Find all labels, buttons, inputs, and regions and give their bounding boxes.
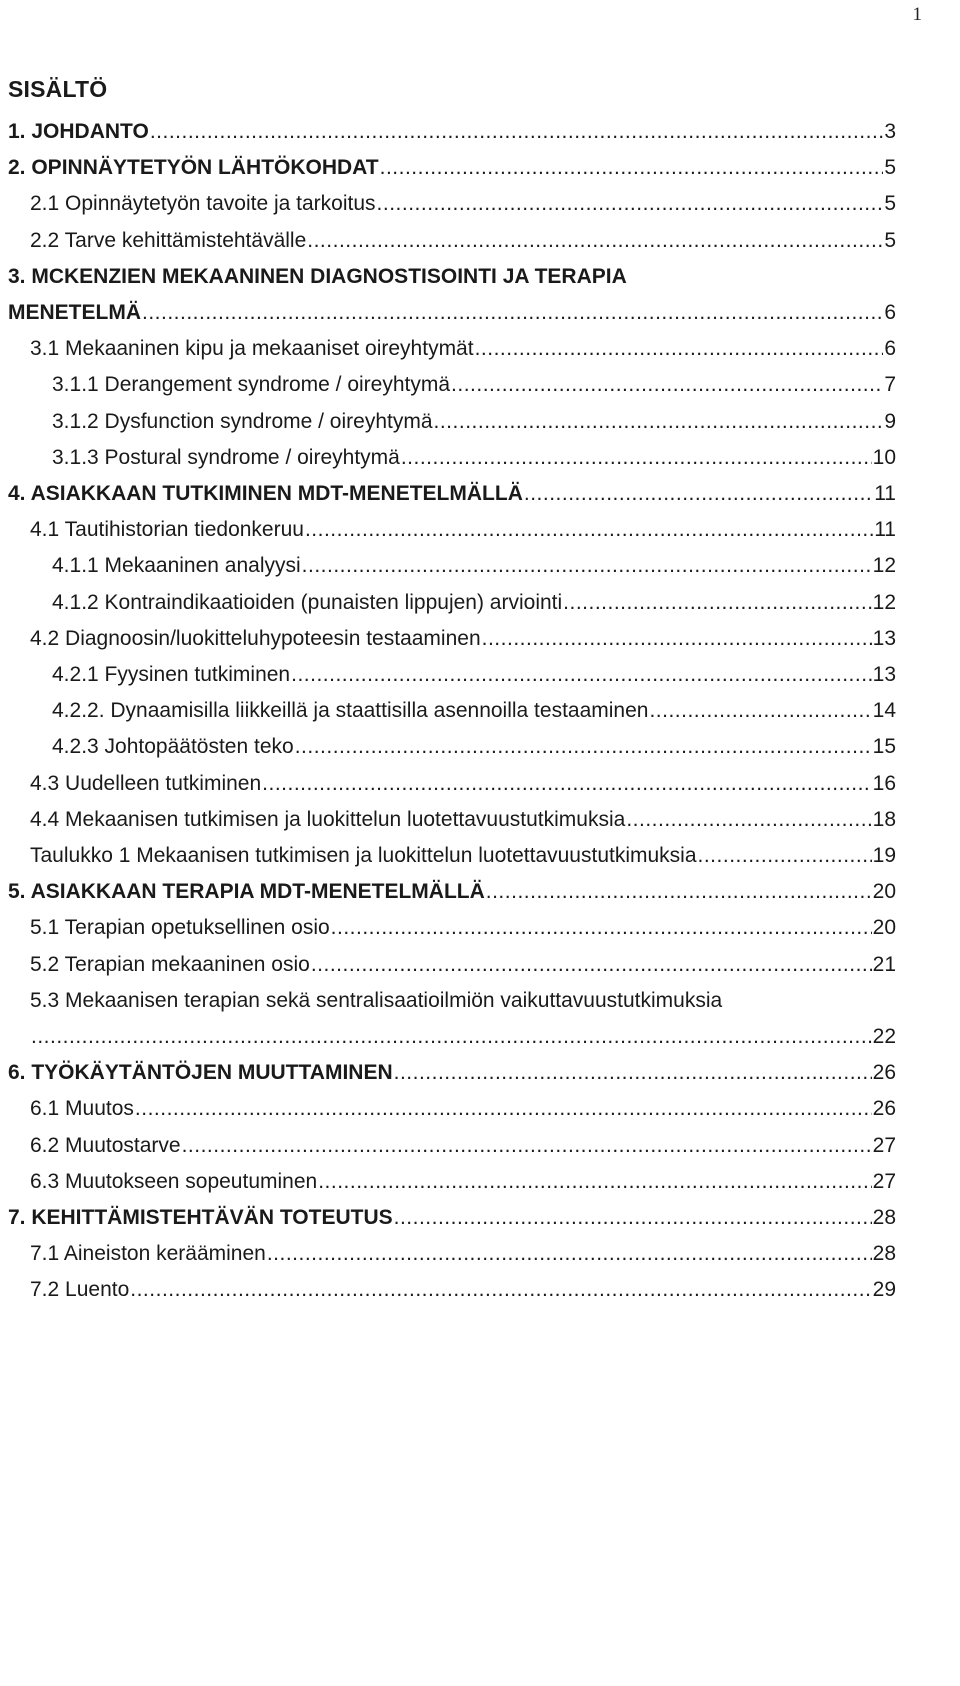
toc-entry-page: 20 (872, 916, 896, 940)
toc-entry[interactable] (30, 337, 896, 371)
toc-entry-label: 4.4 Mekaanisen tutkimisen ja luokittelun luotettavuustutkimuksia (30, 807, 626, 831)
toc-entry-label: 7.1 Aineiston kerääminen (30, 1242, 266, 1266)
toc-entry-page: 14 (872, 699, 896, 723)
toc-entry-page: 5 (884, 192, 896, 216)
toc-entry-label: 4.3 Uudelleen tutkiminen (30, 771, 262, 795)
toc-entry-label: 5.2 Terapian mekaaninen osio (30, 952, 310, 976)
dot-leader (380, 156, 884, 180)
toc-entry[interactable] (30, 1025, 896, 1059)
dot-leader (182, 1134, 872, 1158)
toc-entry-page: 26 (872, 1097, 896, 1121)
toc-entry[interactable] (30, 953, 896, 987)
toc-entry[interactable] (30, 916, 896, 950)
toc-entry-page: 7 (884, 373, 896, 397)
toc-entry[interactable] (52, 410, 896, 444)
toc-entry-page: 12 (872, 554, 896, 578)
toc-entry-label: 2. OPINNÄYTETYÖN LÄHTÖKOHDAT (8, 156, 379, 180)
toc-entry[interactable] (52, 446, 896, 480)
toc-entry-label: 6.3 Muutokseen sopeutuminen (30, 1169, 318, 1193)
toc-entry-page: 3 (884, 120, 896, 143)
toc-entry-page: 29 (872, 1278, 896, 1302)
dot-leader (318, 1170, 871, 1194)
dot-leader (486, 880, 872, 904)
toc-entry-page: 10 (872, 445, 896, 469)
toc-entry[interactable] (30, 1134, 896, 1168)
toc-entry-label: 3.1.2 Dysfunction syndrome / oireyhtymä (52, 409, 433, 433)
toc-entry-label: 4.2.1 Fyysinen tutkiminen (52, 663, 291, 686)
toc-entry-label: 4.1 Tautihistorian tiedonkeruu (30, 518, 304, 542)
toc-entry-page: 9 (884, 409, 896, 433)
toc-entry-page: 6 (884, 301, 896, 324)
dot-leader (305, 518, 873, 542)
toc-entry-page: 28 (872, 1206, 896, 1229)
toc-entry-label: Taulukko 1 Mekaanisen tutkimisen ja luokittelun luotettavuustutkimuksia (30, 844, 697, 867)
toc-entry[interactable] (30, 518, 896, 552)
toc-entry[interactable] (8, 156, 896, 190)
dot-leader (377, 192, 884, 216)
dot-leader (142, 301, 883, 325)
toc-entry-page: 6 (884, 337, 896, 361)
toc-entry[interactable] (30, 229, 896, 263)
dot-leader (295, 735, 872, 759)
dot-leader (331, 916, 872, 940)
toc-entry-page: 22 (872, 1025, 896, 1048)
toc-entry-label: 4.2.2. Dynaamisilla liikkeillä ja staattisilla asennoilla testaaminen (52, 699, 649, 723)
toc-entry-label: 2.1 Opinnäytetyön tavoite ja tarkoitus (30, 192, 376, 216)
toc-entry[interactable] (8, 301, 896, 335)
toc-entry-label: 7.2 Luento (30, 1278, 130, 1302)
dot-leader (434, 410, 884, 434)
toc-entry-page: 13 (872, 663, 896, 686)
toc-entry[interactable] (52, 591, 896, 625)
toc-entry-label: MENETELMÄ (8, 301, 141, 324)
toc-entry[interactable] (8, 265, 627, 299)
toc-entry-label: 4. ASIAKKAAN TUTKIMINEN MDT-MENETELMÄLLÄ (8, 482, 523, 505)
toc-entry-page: 20 (872, 880, 896, 904)
toc-entry[interactable] (52, 699, 896, 733)
dot-leader (150, 120, 884, 144)
toc-entry[interactable] (30, 844, 896, 878)
toc-entry[interactable] (30, 1170, 896, 1204)
toc-entry-label: 6.2 Muutostarve (30, 1133, 181, 1157)
toc-entry[interactable] (8, 1061, 896, 1095)
toc-entry[interactable] (8, 120, 896, 154)
toc-entry[interactable] (8, 880, 896, 914)
dot-leader (649, 699, 871, 723)
dot-leader (267, 1242, 872, 1266)
dot-leader (291, 663, 872, 687)
dot-leader (262, 772, 871, 796)
page-number: 1 (912, 4, 922, 25)
toc-entry-page: 16 (872, 771, 896, 795)
toc-entry[interactable] (30, 192, 896, 226)
toc-entry[interactable] (30, 627, 896, 661)
toc-entry-label: 6. TYÖKÄYTÄNTÖJEN MUUTTAMINEN (8, 1061, 393, 1085)
toc-entry[interactable] (30, 989, 722, 1023)
toc-entry[interactable] (52, 663, 896, 697)
dot-leader (524, 482, 873, 506)
dot-leader (475, 337, 884, 361)
dot-leader (130, 1278, 871, 1302)
toc-entry-label: 3.1.3 Postural syndrome / oireyhtymä (52, 445, 400, 469)
toc-entry-page: 27 (872, 1169, 896, 1193)
toc-entry[interactable] (52, 554, 896, 588)
toc-entry-label: 7. KEHITTÄMISTEHTÄVÄN TOTEUTUS (8, 1206, 393, 1229)
toc-entry-page: 5 (884, 228, 896, 252)
toc-entry[interactable] (8, 482, 896, 516)
dot-leader (482, 627, 872, 651)
toc-entry-page: 12 (872, 590, 896, 614)
dot-leader (311, 953, 872, 977)
dot-leader (302, 554, 872, 578)
dot-leader (394, 1206, 872, 1230)
toc-entry-page: 13 (872, 626, 896, 650)
toc-entry[interactable] (30, 1242, 896, 1276)
dot-leader (307, 229, 883, 253)
toc-entry-page: 26 (872, 1061, 896, 1085)
toc-entry-page: 21 (872, 952, 896, 976)
toc-entry-page: 11 (874, 518, 896, 542)
toc-entry[interactable] (52, 735, 896, 769)
dot-leader (626, 808, 871, 832)
toc-entry-label: 3.1.1 Derangement syndrome / oireyhtymä (52, 373, 451, 397)
toc-entry-page: 11 (874, 482, 896, 505)
toc-entry-label: 3. MCKENZIEN MEKAANINEN DIAGNOSTISOINTI JA TERAPIA (8, 264, 627, 288)
toc-entry[interactable] (8, 1206, 896, 1240)
toc-entry-label: 5.3 Mekaanisen terapian sekä sentralisaatioilmiön vaikuttavuustutkimuksia (30, 988, 723, 1012)
toc-entry-label: 4.1.1 Mekaaninen analyysi (52, 554, 301, 578)
toc-entry-label: 4.1.2 Kontraindikaatioiden (punaisten lippujen) arviointi (52, 590, 563, 614)
toc-entry-label: 1. JOHDANTO (8, 120, 149, 143)
toc-entry-label: 5. ASIAKKAAN TERAPIA MDT-MENETELMÄLLÄ (8, 880, 485, 904)
toc-entry-page: 18 (872, 807, 896, 831)
toc-entry-label: 5.1 Terapian opetuksellinen osio (30, 916, 330, 940)
toc-entry[interactable] (30, 772, 896, 806)
dot-leader (394, 1061, 872, 1085)
toc-entry-page: 5 (884, 156, 896, 180)
toc-entry-page: 27 (872, 1133, 896, 1157)
toc-entry-page: 19 (872, 844, 896, 867)
dot-leader (563, 591, 871, 615)
dot-leader (401, 446, 872, 470)
toc-entry-page: 15 (872, 735, 896, 759)
toc-entry-label: 3.1 Mekaaninen kipu ja mekaaniset oireyhtymät (30, 337, 474, 361)
toc-entry[interactable] (52, 373, 896, 407)
toc-entry-page: 28 (872, 1242, 896, 1266)
toc-entry[interactable] (30, 1278, 896, 1312)
toc-entry[interactable] (30, 808, 896, 842)
toc-entry-label: 6.1 Muutos (30, 1097, 134, 1121)
dot-leader (31, 1025, 872, 1049)
toc-heading: SISÄLTÖ (8, 76, 108, 102)
dot-leader (135, 1097, 872, 1121)
toc-entry[interactable] (30, 1097, 896, 1131)
toc-entry-label: 2.2 Tarve kehittämistehtävälle (30, 228, 307, 252)
dot-leader (451, 373, 883, 397)
dot-leader (698, 844, 872, 868)
toc-entry-label: 4.2.3 Johtopäätösten teko (52, 735, 294, 759)
toc-entry-label: 4.2 Diagnoosin/luokitteluhypoteesin testaaminen (30, 626, 481, 650)
